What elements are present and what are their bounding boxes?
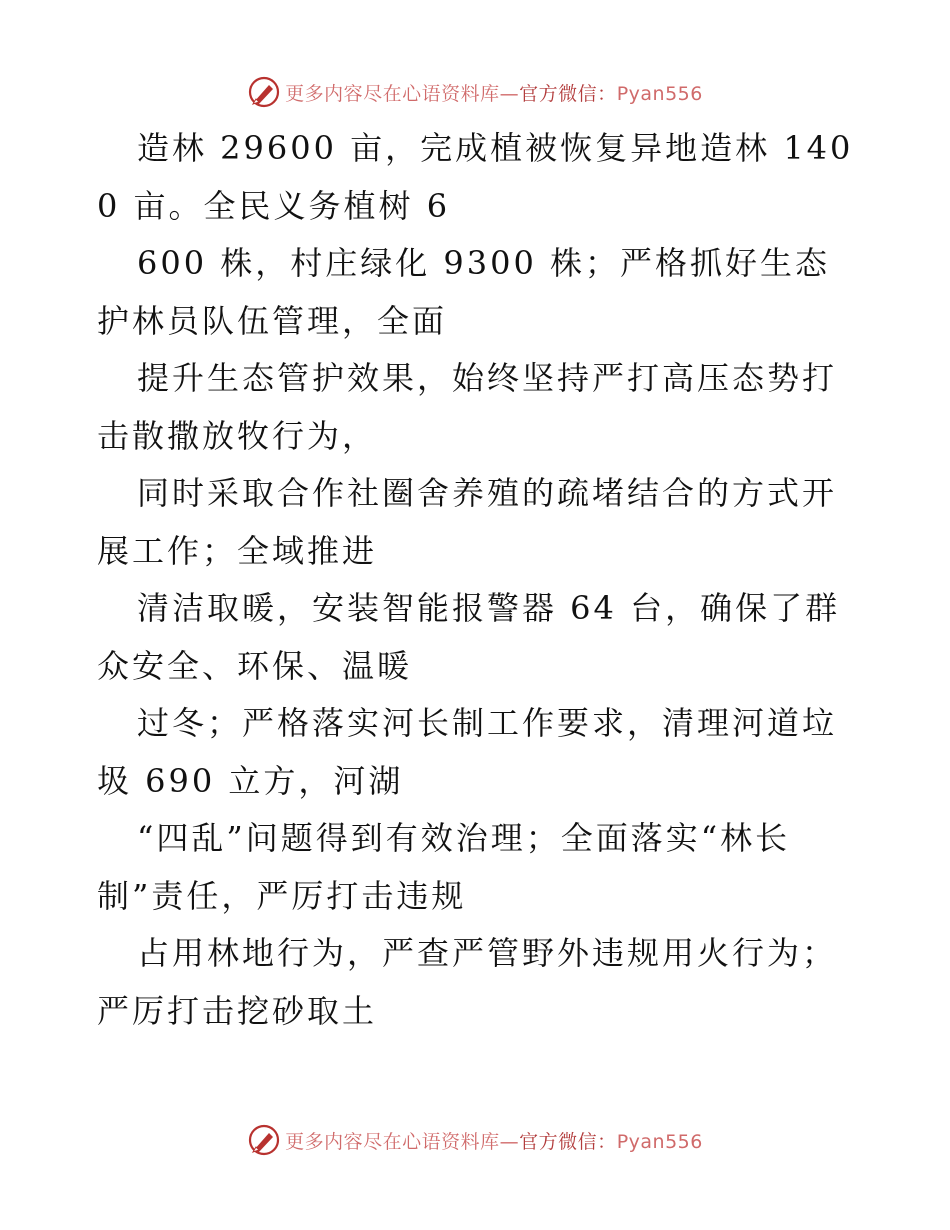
footer-watermark: [0, 1120, 950, 1160]
paragraph: 造林 29600 亩，完成植被恢复异地造林 1400 亩。全民义务植树 6: [97, 129, 854, 225]
header-watermark: [0, 72, 950, 112]
paragraph: 清洁取暖，安装智能报警器 64 台，确保了群众安全、环保、温暖: [97, 589, 841, 685]
watermark-wechat-id: Pyan556: [616, 82, 703, 105]
watermark-text: [285, 79, 703, 106]
watermark-wechat-id: Pyan556: [616, 1130, 703, 1153]
watermark-site-text: 更多内容尽在心语资料库: [285, 1130, 500, 1153]
watermark-text: [285, 1127, 703, 1154]
watermark-separator: —: [499, 82, 520, 105]
paragraph: “四乱”问题得到有效治理；全面落实“林长制”责任，严厉打击违规: [97, 819, 791, 915]
document-body: [97, 120, 857, 1040]
paragraph: 占用林地行为，严查严管野外违规用火行为；严厉打击挖砂取土: [97, 934, 838, 1030]
pen-logo-icon: [247, 75, 281, 109]
watermark-wechat-label: 官方微信：: [519, 1130, 617, 1153]
watermark-separator: —: [499, 1130, 520, 1153]
paragraph: 同时采取合作社圈舍养殖的疏堵结合的方式开展工作；全域推进: [97, 474, 838, 570]
watermark-site-text: 更多内容尽在心语资料库: [285, 82, 500, 105]
pen-logo-icon: [247, 1123, 281, 1157]
paragraph: 600 株，村庄绿化 9300 株；严格抓好生态护林员队伍管理，全面: [97, 244, 831, 340]
watermark-wechat-label: 官方微信：: [519, 82, 617, 105]
paragraph: 提升生态管护效果，始终坚持严打高压态势打击散撒放牧行为，: [97, 359, 838, 455]
paragraph: 过冬；严格落实河长制工作要求，清理河道垃圾 690 立方，河湖: [97, 704, 838, 800]
